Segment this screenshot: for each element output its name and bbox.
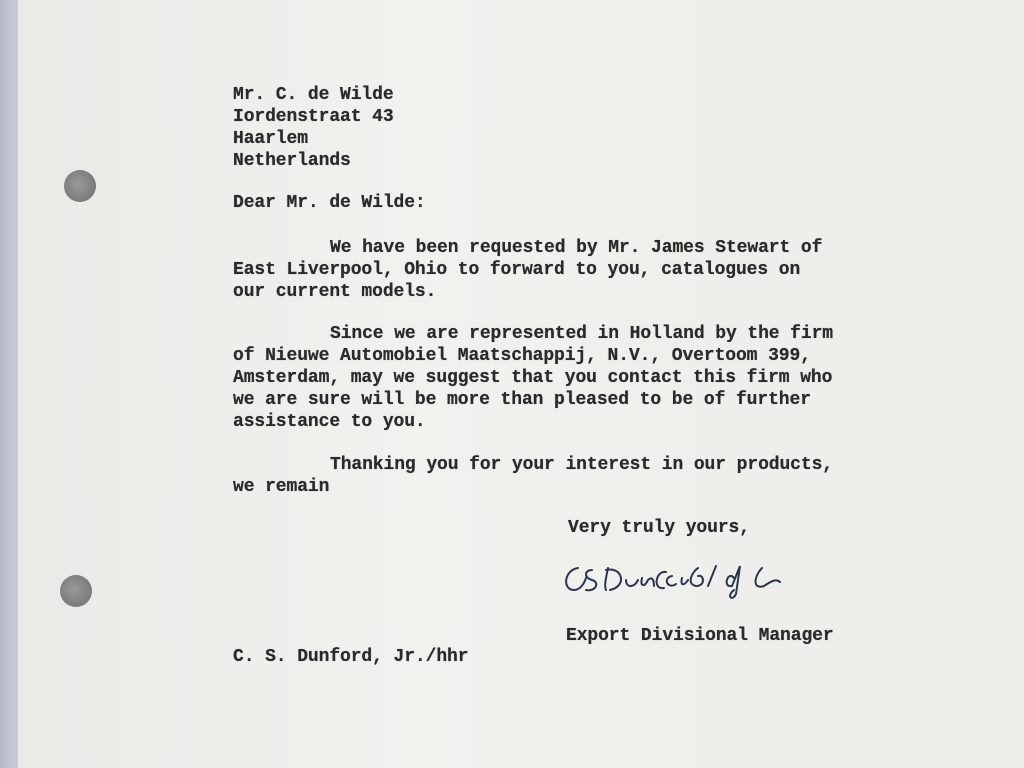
body-line: assistance to you. [233,412,426,432]
body-line: of Nieuwe Automobiel Maatschappij, N.V., Overtoom 399, [233,346,811,366]
body-line: we remain [233,477,330,497]
address-line: Haarlem [233,129,308,149]
punch-hole [60,575,92,607]
body-line: Amsterdam, may we suggest that you contact this firm who [233,368,833,388]
body-line: we are sure will be more than pleased to be of further [233,390,811,410]
body-line: We have been requested by Mr. James Stewart of [330,238,823,258]
salutation: Dear Mr. de Wilde: [233,193,426,213]
body-line: East Liverpool, Ohio to forward to you, catalogues on [233,260,801,280]
body-line: our current models. [233,282,437,302]
address-line: Netherlands [233,151,351,171]
address-line: Mr. C. de Wilde [233,85,394,105]
handwritten-signature [556,556,816,606]
binder-edge [0,0,18,768]
address-line: Iordenstraat 43 [233,107,394,127]
signatory-title: Export Divisional Manager [566,626,834,646]
punch-hole [64,170,96,202]
body-line: Thanking you for your interest in our products, [330,455,833,475]
sender-reference: C. S. Dunford, Jr./hhr [233,647,469,667]
body-line: Since we are represented in Holland by the firm [330,324,833,344]
closing: Very truly yours, [568,518,750,538]
